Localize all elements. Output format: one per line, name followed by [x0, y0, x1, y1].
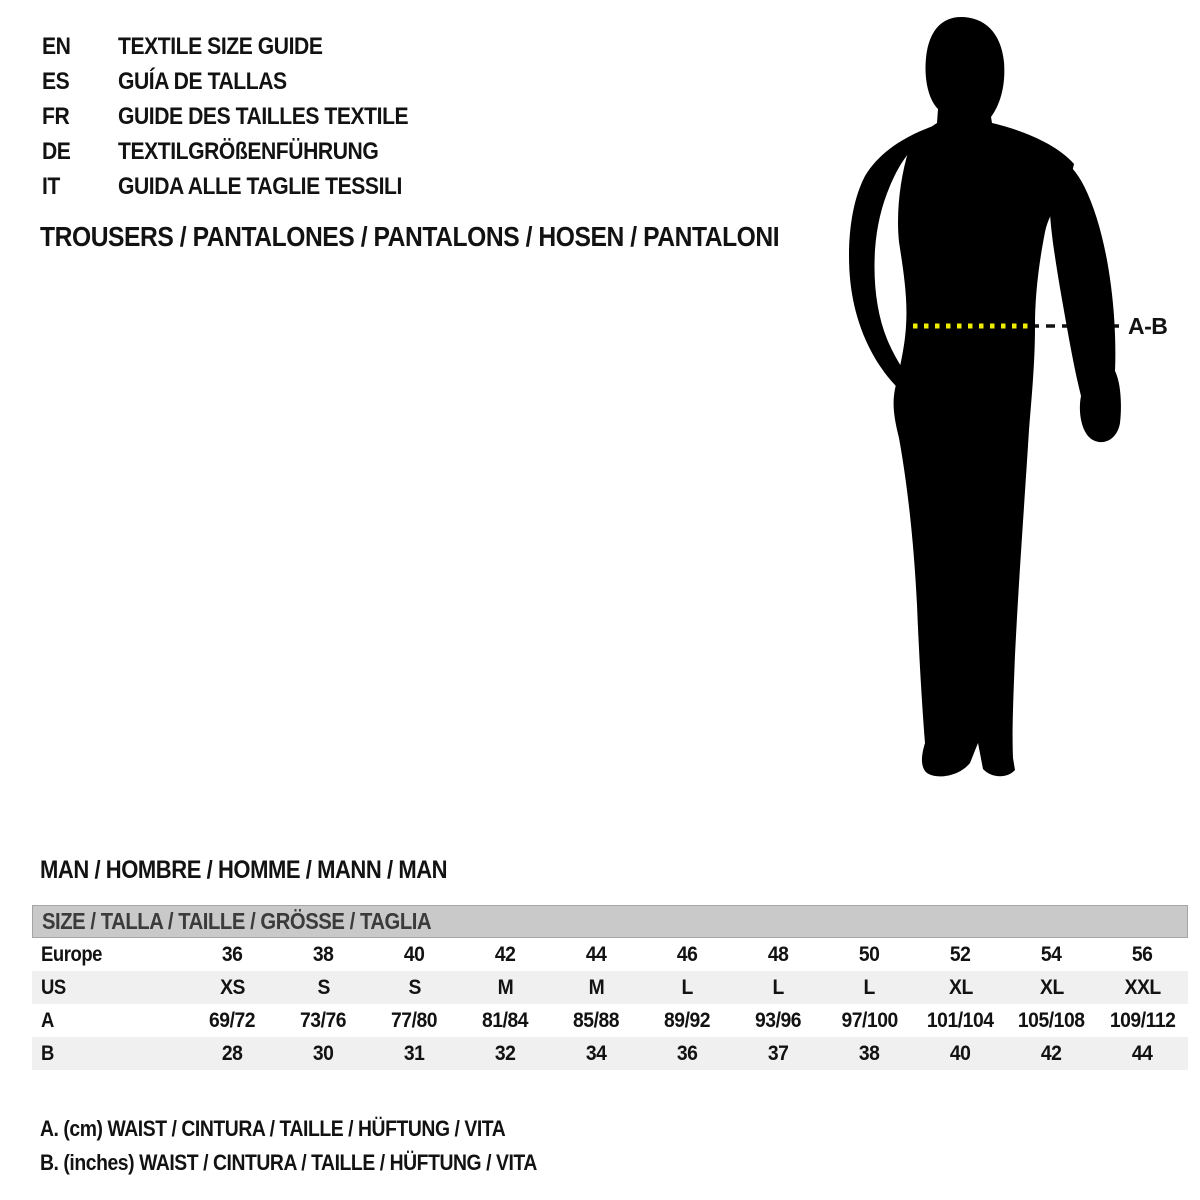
size-value-cell — [642, 976, 733, 1000]
size-value-cell — [187, 1009, 278, 1033]
size-system-label — [32, 976, 187, 1000]
size-value: 42 — [495, 942, 516, 966]
size-system-label-text: US — [41, 975, 66, 999]
note-a — [40, 1112, 605, 1146]
language-code-text: DE — [42, 137, 71, 165]
language-code — [42, 138, 118, 166]
size-value: 85/88 — [573, 1008, 620, 1032]
size-value: S — [317, 975, 330, 999]
size-value-cell — [1006, 1042, 1097, 1066]
size-value: XS — [220, 975, 245, 999]
size-value-cell — [1006, 943, 1097, 967]
size-value: 31 — [404, 1041, 425, 1065]
language-title-text: GUIDE DES TAILLES TEXTILE — [118, 102, 409, 130]
language-title-text: GUÍA DE TALLAS — [118, 67, 287, 95]
size-value-cell — [278, 943, 369, 967]
size-value: 97/100 — [841, 1008, 898, 1032]
language-code — [42, 33, 118, 61]
size-value: 101/104 — [927, 1008, 994, 1032]
gender-heading — [40, 856, 503, 885]
size-value-cell — [824, 943, 915, 967]
note-a-text: A. (cm) WAIST / CINTURA / TAILLE / HÜFTUNG / VITA — [40, 1116, 506, 1141]
language-row — [42, 29, 448, 64]
size-value-cell — [278, 1042, 369, 1066]
size-value-cell — [1097, 943, 1188, 967]
size-value: 56 — [1132, 942, 1153, 966]
language-title — [118, 33, 350, 61]
size-value: 48 — [768, 942, 789, 966]
size-value-cell — [642, 1042, 733, 1066]
language-code-text: EN — [42, 32, 71, 60]
size-value: 38 — [313, 942, 334, 966]
size-value-cell — [915, 943, 1006, 967]
size-value-cell — [369, 976, 460, 1000]
size-value: 36 — [222, 942, 243, 966]
size-value: L — [863, 975, 876, 999]
size-value-cell — [460, 976, 551, 1000]
size-value-cell — [733, 976, 824, 1000]
size-value-cell — [1097, 1042, 1188, 1066]
language-code-text: FR — [42, 102, 70, 130]
size-value: 38 — [859, 1041, 880, 1065]
measure-label-ab: A-B — [1128, 313, 1168, 339]
language-title — [118, 103, 448, 131]
size-value: 77/80 — [391, 1008, 438, 1032]
size-table-header — [32, 905, 1188, 938]
size-value: 54 — [1041, 942, 1062, 966]
size-table-body — [32, 938, 1188, 1070]
size-system-label — [32, 1042, 187, 1066]
size-value: 40 — [404, 942, 425, 966]
size-value-cell — [278, 1009, 369, 1033]
language-title — [118, 138, 414, 166]
language-row — [42, 134, 448, 169]
size-table-row — [32, 971, 1188, 1004]
size-value-cell — [733, 1009, 824, 1033]
size-system-label — [32, 1009, 187, 1033]
size-value-cell — [460, 1042, 551, 1066]
size-table-row — [32, 938, 1188, 971]
size-system-label-text: Europe — [41, 942, 103, 966]
size-value-cell — [642, 943, 733, 967]
size-value: 36 — [677, 1041, 698, 1065]
size-system-label-text: A — [41, 1008, 54, 1032]
size-value: 46 — [677, 942, 698, 966]
size-value: 28 — [222, 1041, 243, 1065]
size-value-cell — [369, 943, 460, 967]
product-heading-text: TROUSERS / PANTALONES / PANTALONS / HOSEN / PANTALONI — [40, 221, 780, 252]
size-value: 44 — [586, 942, 607, 966]
size-value-cell — [369, 1009, 460, 1033]
size-value-cell — [1006, 976, 1097, 1000]
size-value: 109/112 — [1109, 1008, 1176, 1032]
size-value: M — [497, 975, 514, 999]
size-value: L — [772, 975, 785, 999]
size-value: M — [588, 975, 605, 999]
size-value: 93/96 — [755, 1008, 802, 1032]
size-system-label — [32, 943, 187, 967]
size-value: 44 — [1132, 1041, 1153, 1065]
language-title — [118, 68, 310, 96]
size-value: 81/84 — [482, 1008, 529, 1032]
size-value-cell — [824, 976, 915, 1000]
size-value: 73/76 — [300, 1008, 347, 1032]
size-value-cell — [369, 1042, 460, 1066]
size-value: 52 — [950, 942, 971, 966]
size-value-cell — [1097, 976, 1188, 1000]
size-value: 42 — [1041, 1041, 1062, 1065]
man-silhouette-figure — [820, 10, 1200, 800]
size-value-cell — [733, 1042, 824, 1066]
size-value-cell — [460, 1009, 551, 1033]
size-value: 37 — [768, 1041, 789, 1065]
size-value-cell — [551, 943, 642, 967]
size-system-label-text: B — [41, 1041, 54, 1065]
language-title-text: GUIDA ALLE TAGLIE TESSILI — [118, 172, 402, 200]
size-value: XL — [948, 975, 973, 999]
size-value-cell — [187, 976, 278, 1000]
language-code — [42, 103, 118, 131]
note-b — [40, 1146, 605, 1180]
language-code — [42, 173, 118, 201]
language-code — [42, 68, 118, 96]
size-value-cell — [733, 943, 824, 967]
size-value: S — [408, 975, 421, 999]
language-row — [42, 64, 448, 99]
size-value-cell — [915, 1009, 1006, 1033]
language-guide — [42, 29, 448, 204]
size-value-cell — [551, 976, 642, 1000]
size-value-cell — [187, 943, 278, 967]
size-table-header-text: SIZE / TALLA / TAILLE / GRÖSSE / TAGLIA — [42, 908, 432, 934]
size-table-row — [32, 1004, 1188, 1037]
language-title-text: TEXTILE SIZE GUIDE — [118, 32, 323, 60]
size-value-cell — [278, 976, 369, 1000]
size-value: XXL — [1124, 975, 1161, 999]
size-value-cell — [1097, 1009, 1188, 1033]
size-value: 105/108 — [1018, 1008, 1085, 1032]
size-table — [32, 905, 1188, 1070]
language-title-text: TEXTILGRÖßENFÜHRUNG — [118, 137, 379, 165]
silhouette-body — [894, 17, 1074, 776]
size-value: 40 — [950, 1041, 971, 1065]
size-value-cell — [1006, 1009, 1097, 1033]
size-value: L — [681, 975, 694, 999]
size-value-cell — [460, 943, 551, 967]
language-row — [42, 99, 448, 134]
size-value: 69/72 — [209, 1008, 256, 1032]
size-value-cell — [642, 1009, 733, 1033]
language-row — [42, 169, 448, 204]
measurement-notes — [40, 1112, 605, 1180]
size-value-cell — [824, 1042, 915, 1066]
gender-heading-text: MAN / HOMBRE / HOMME / MANN / MAN — [40, 856, 448, 884]
size-value-cell — [915, 976, 1006, 1000]
size-value-cell — [824, 1009, 915, 1033]
size-value-cell — [551, 1009, 642, 1033]
language-code-text: ES — [42, 67, 70, 95]
size-value: 89/92 — [664, 1008, 711, 1032]
size-value-cell — [187, 1042, 278, 1066]
size-value-cell — [551, 1042, 642, 1066]
language-code-text: IT — [42, 172, 60, 200]
size-value: XL — [1039, 975, 1064, 999]
size-value-cell — [915, 1042, 1006, 1066]
size-value: 34 — [586, 1041, 607, 1065]
size-table-row — [32, 1037, 1188, 1070]
note-b-text: B. (inches) WAIST / CINTURA / TAILLE / HÜFTUNG / VITA — [40, 1150, 537, 1175]
size-value: 30 — [313, 1041, 334, 1065]
size-value: 32 — [495, 1041, 516, 1065]
language-title — [118, 173, 441, 201]
product-heading — [40, 221, 880, 253]
size-value: 50 — [859, 942, 880, 966]
